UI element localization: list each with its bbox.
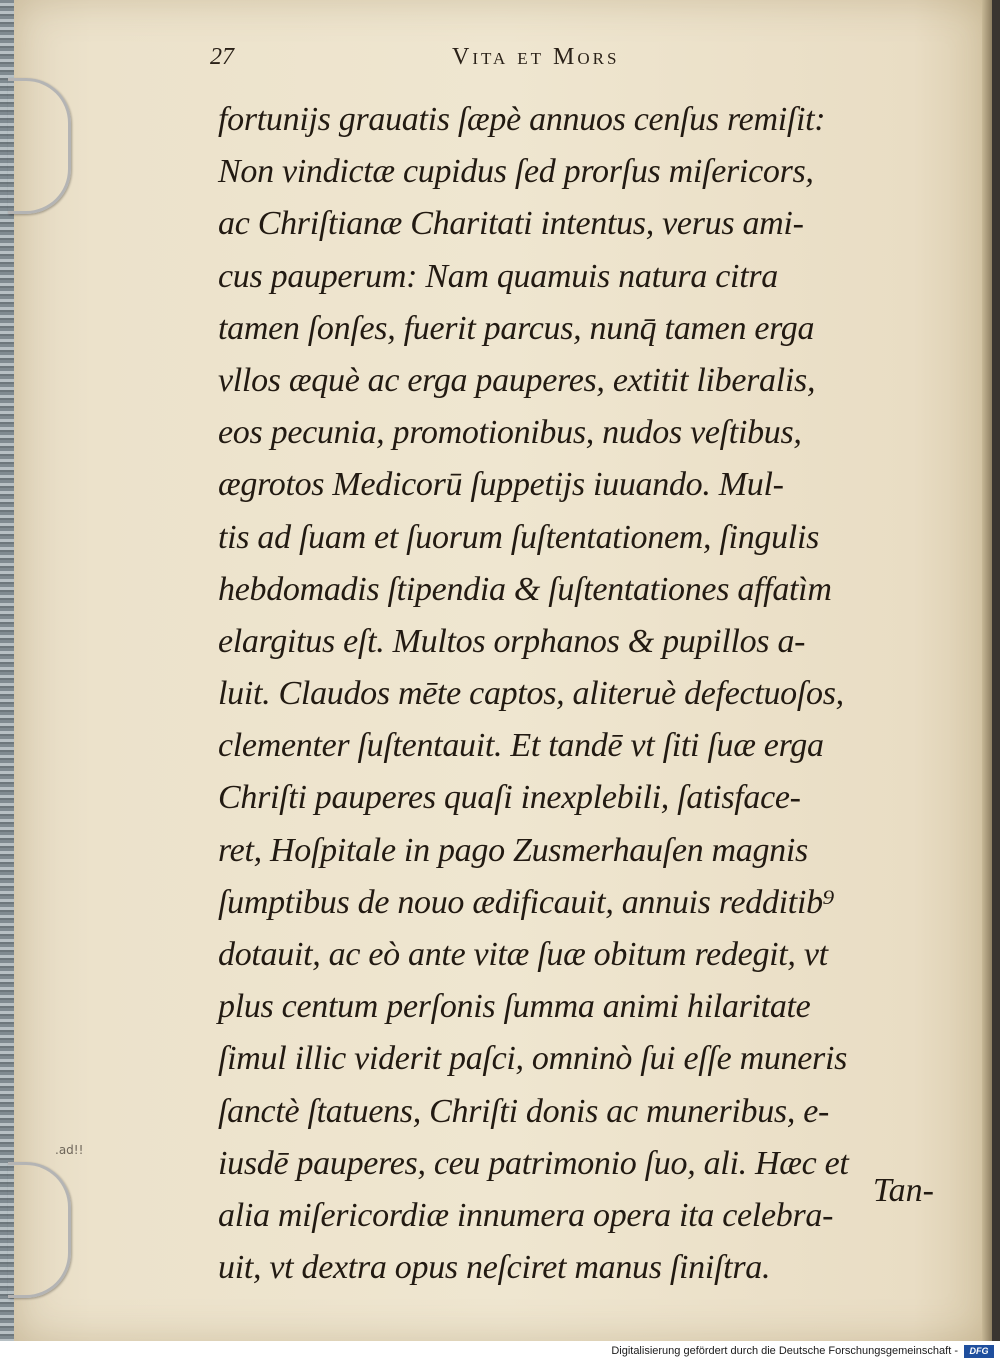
text-line: tamen ſonſes, fuerit parcus, nunq̄ tamen erga bbox=[218, 309, 815, 347]
text-line: alia miſericordiæ innumera opera ita celebra- bbox=[218, 1196, 834, 1234]
text-line: iusdē pauperes, ceu patrimonio ſuo, ali. Hæc et bbox=[218, 1144, 849, 1182]
text-line: elargitus eſt. Multos orphanos & pupillos a- bbox=[218, 622, 806, 660]
page-fore-edge bbox=[982, 0, 992, 1341]
text-line: uit, vt dextra opus neſciret manus ſiniſtra. bbox=[218, 1249, 771, 1287]
text-line: Chriſti pauperes quaſi inexplebili, ſatisface- bbox=[218, 779, 801, 817]
text-line: tis ad ſuam et ſuorum ſuſtentationem, ſingulis bbox=[218, 518, 820, 556]
text-line: ac Chriſtianæ Charitati intentus, verus ami- bbox=[218, 205, 804, 243]
text-line: cus pauperum: Nam quamuis natura citra bbox=[218, 257, 778, 295]
catchword: Tan- bbox=[872, 1172, 934, 1209]
funding-credit: Digitalisierung gefördert durch die Deutsche Forschungsgemeinschaft - bbox=[611, 1345, 958, 1357]
text-line: fortunijs grauatis ſæpè annuos cenſus remiſit: bbox=[218, 101, 826, 138]
bleed-through-mark: .ad!! bbox=[55, 1143, 84, 1157]
text-line: ſanctè ſtatuens, Chriſti donis ac muneribus, e- bbox=[218, 1092, 830, 1130]
page-number: 27 bbox=[210, 44, 234, 70]
text-line: ret, Hoſpitale in pago Zusmerhauſen magnis bbox=[218, 831, 808, 869]
text-line: clementer ſuſtentauit. Et tandē vt ſiti ſuæ erga bbox=[218, 727, 824, 765]
body-text bbox=[218, 94, 948, 1294]
text-line: hebdomadis ſtipendia & ſuſtentationes affatìm bbox=[218, 570, 832, 608]
text-line: Non vindictæ cupidus ſed prorſus miſericors, bbox=[218, 153, 814, 191]
paper-clip-icon bbox=[8, 78, 71, 214]
text-line: vllos æquè ac erga pauperes, extitit liberalis, bbox=[218, 361, 816, 399]
text-line: luit. Claudos mēte captos, aliteruè defectuoſos, bbox=[218, 675, 844, 713]
digitization-footer bbox=[0, 1341, 1000, 1361]
text-line: eos pecunia, promotionibus, nudos veſtibus, bbox=[218, 414, 802, 452]
paper-clip-icon bbox=[8, 1162, 71, 1298]
text-line: dotauit, ac eò ante vitæ ſuæ obitum redegit, vt bbox=[218, 936, 828, 973]
text-line: ſimul illic viderit paſci, omninò ſui eſſe muneris bbox=[218, 1040, 848, 1078]
dfg-logo-icon: DFG bbox=[964, 1345, 994, 1358]
text-line: ægrotos Medicorū ſuppetijs iuuando. Mul- bbox=[218, 466, 784, 504]
running-head: Vita et Mors bbox=[452, 44, 620, 70]
text-line: ſumptibus de nouo ædificauit, annuis redditib⁹ bbox=[218, 883, 835, 921]
text-line: plus centum perſonis ſumma animi hilaritate bbox=[218, 988, 811, 1026]
